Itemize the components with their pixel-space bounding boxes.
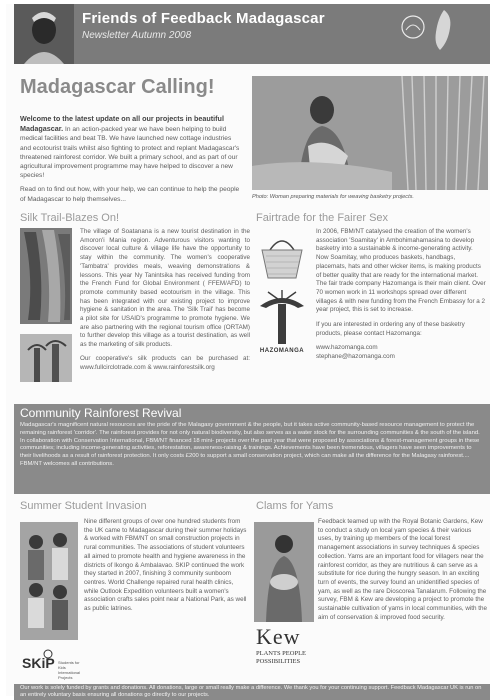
basket-photo: [254, 232, 310, 282]
silk-text: [80, 228, 250, 377]
silk-paragraph-1: The village of Soatanana is a new tourist destination in the Amoron'i Mania region. Adventurous visitors wanting to discover local culture & village life have the opportunity to stay within the community. The women's cooperative 'Tambatra' provides meals, weaving demonstrations & lessons. This year Ny Tanintsika has received funding from the French Fund for Global Environment ( FFEM/AFD) to promote community based ecotourism in the village. This has been integrated with our existing project to improve hygiene & sanitation in the area. The 'Silk Trail' has become a pilot site for USAID's programme to promote hygiene. We are also partnering with the regional tourism office (ORTAM) to further develop this village as a tourist destination, as well as the marketing of silk products.: [80, 228, 250, 349]
baobab-photo: [20, 334, 72, 382]
intro-lead: Welcome to the latest update on all our projects in beautiful Madagascar.: [20, 114, 224, 134]
fairtrade-text: [316, 228, 486, 362]
silk-heading: Silk Trail-Blazes On!: [20, 212, 120, 224]
header-portrait-photo: [14, 4, 74, 64]
fairtrade-heading: Fairtrade for the Fairer Sex: [256, 212, 389, 224]
kew-logo: Kew: [256, 624, 301, 649]
fairtrade-paragraph-1: In 2006, FBM/NT catalysed the creation of the women's association 'Soamitay' in Ambohimahamasina to develop basketry into a sustainable & income-generating activity. Now Soamitay, who produces baskets, handbags, placemats, hats and other wicker items, is making products of better quality that are ready for the international market. The fair trade company Hazomanga is their main client. Over 70 women work in 11 workshops spread over different villages & with new funding from the French Embassy for a 2 year project, this is set to increase.: [316, 228, 486, 314]
hazomanga-logo-icon: [254, 288, 310, 348]
hazomanga-email-link[interactable]: stephane@hazomanga.com: [316, 353, 395, 361]
lemur-icon: [400, 14, 426, 40]
silk-fabrics-photo: [20, 228, 72, 324]
fairtrade-paragraph-2: If you are interested in ordering any of these basketry products, please contact Hazomanga:: [316, 321, 465, 337]
svg-text:SKiP: SKiP: [22, 655, 55, 671]
hero-caption: Photo: Woman preparing materials for weaving basketry projects.: [252, 194, 414, 200]
madagascar-map-icon: [430, 8, 456, 52]
yams-text: Feedback teamed up with the Royal Botanic Gardens, Kew to conduct a study on local yam species & their various uses, by training up members of the local forest management associations in survey techniques & species collection. Yams are an important food for villagers near the rainforest corridor, as they are nutritious & can serve as a substitute for rice during the hungry season. In an exciting turn of events, the survey found an unidentified species of yam, as well as the rare Dioscorea Tanalarum. Following the survey, FBM & Kew are developing a project to promote the sustainable cultivation of yams in local communities, with the aim of conservation & improved food security.: [318, 518, 488, 621]
skip-logo-icon: [20, 648, 56, 678]
intro-text: [20, 114, 242, 209]
yams-heading: Clams for Yams: [256, 500, 334, 512]
footer-text: Our work is solely funded by grants and donations. All donations, large or small really make a difference. We thank you for your continuing support. Feedback Madagascar UK is run on an entirely voluntary basis ensuring all donations go directly to our projects.: [20, 685, 482, 698]
header-subtitle: Newsletter Autumn 2008: [82, 30, 192, 41]
hero-photo: [252, 76, 488, 190]
rainforest-text: Madagascar's magnificent natural resources are the pride of the Malagasy government & the people, but it takes active community-based resource management to protect the remaining rainforest 'corridor'. The rainforest provides for not only natural biodiversity, but also serves as a water stock for the surrounding communities & the south of the island. In collaboration with Conservation International, FBM/NT financed 18 mini- projects over the past year that were proposed by associations & forest-management groups in these communities; including income-generating activities, reforestation, awareness-raising & trainings. Achievements have been tremendous, villagers have seen improvements to their livelihoods as a result of rainforest protection. It only costs £200 to support a small conservation project, which can make all the difference for the Malagasy rainforest.... FBM/NT welcomes all contributions.: [20, 422, 480, 467]
intro-paragraph-2: Read on to find out how, with your help, we can continue to help the people of Madagascar to help themselves...: [20, 186, 240, 203]
hazomanga-website-link[interactable]: www.hazomanga.com: [316, 344, 378, 352]
yams-photo: [254, 522, 314, 622]
main-title: Madagascar Calling!: [20, 76, 215, 98]
summer-text: Nine different groups of over one hundred students from the UK came to Madagascar during their summer holidays & worked with FBM/NT on small construction projects in rural communities. The associations of student volunteers all aimed to promote health and hygiene awareness in the districts of Ikongo & Ambalavao. SKIP continued the work they started in 2007, finishing 3 community sunboom centres. World Challenge repaired rural health clinics, while Outlook Expedition volunteers built a women's association crafts sales point near a National Park, as well as public latrines.: [84, 518, 247, 613]
intro-paragraph-1: In an action-packed year we have been helping to build medical facilities and beat TB. We have launched new cottage industries and ecotourist trails whilst also fighting to protect and replant Madagascar's threatened rainforest corridor. We built a primary school, and as part of our agricultural improvement programme may have helped to discover a new species!: [20, 126, 240, 180]
kew-tagline: PLANTS PEOPLE POSSIBILITIES: [256, 650, 307, 665]
skip-logo-caption: Students for Kids International Projects: [58, 660, 81, 680]
header-title: Friends of Feedback Madagascar: [82, 10, 325, 27]
rainforest-heading: Community Rainforest Revival: [20, 406, 182, 420]
students-photo: [20, 522, 78, 640]
silk-paragraph-2: Our cooperative's silk products can be purchased at: www.fullcirclotrade.com & www.rainforestsilk.org: [80, 354, 250, 371]
summer-heading: Summer Student Invasion: [20, 500, 147, 512]
hazomanga-logo-label: HAZOMANGA: [259, 348, 305, 354]
